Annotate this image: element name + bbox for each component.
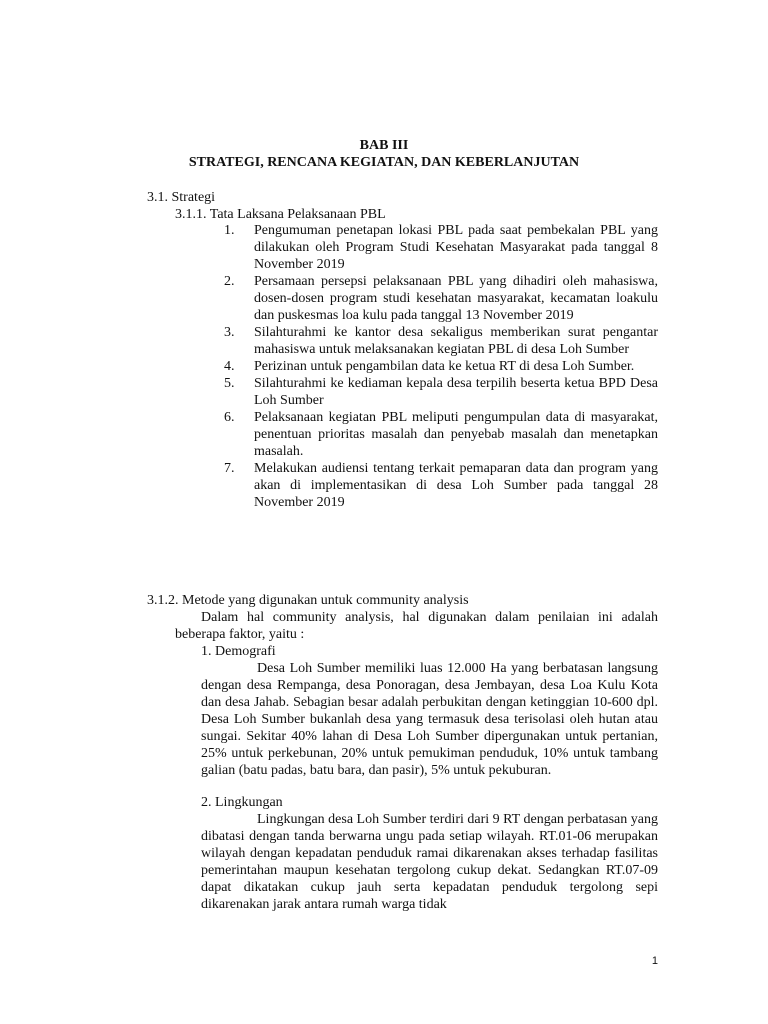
list-item-text: Persamaan persepsi pelaksanaan PBL yang dihadiri oleh mahasiswa, dosen-dosen program studi kesehatan masyarakat, kecamatan loakulu dan puskesmas loa kulu pada tanggal 13 November 2019 xyxy=(254,274,658,323)
section-3-1-2-heading: 3.1.2. Metode yang digunakan untuk community analysis xyxy=(147,593,469,608)
list-item-text: Silahturahmi ke kediaman kepala desa terpilih beserta ketua BPD Desa Loh Sumber xyxy=(254,376,658,408)
list-item-number: 5. xyxy=(224,376,235,391)
demografi-heading: 1. Demografi xyxy=(201,644,276,659)
list-item-text: Pengumuman penetapan lokasi PBL pada saat pembekalan PBL yang dilakukan oleh Program Studi Kesehatan Masyarakat pada tanggal 8 November 2019 xyxy=(254,223,658,272)
section-3-1-heading: 3.1. Strategi xyxy=(147,190,216,205)
list-item-number: 4. xyxy=(224,359,235,374)
demografi-paragraph: Desa Loh Sumber memiliki luas 12.000 Ha yang berbatasan langsung dengan desa Rempanga, desa Ponoragan, desa Jembayan, desa Loa Kulu Kota dan desa Jahab. Sebagian besar adalah perbukitan dengan ketinggian 10-600 dpl. Desa Loh Sumber bukanlah desa yang termasuk desa terisolasi oleh hutan atau sungai. Sekitar 40% lahan di Desa Loh Sumber dipergunakan untuk pertanian, 25% untuk perkebunan, 20% untuk pemukiman penduduk, 10% untuk tambang galian (batu padas, batu bara, dan pasir), 5% untuk pekuburan. xyxy=(201,661,658,778)
list-item-text: Melakukan audiensi tentang terkait pemaparan data dan program yang akan di implementasikan di desa Loh Sumber pada tanggal 28 November 2019 xyxy=(254,461,658,510)
list-item-number: 1. xyxy=(224,223,235,238)
procedure-list xyxy=(224,222,658,511)
list-item-text: Perizinan untuk pengambilan data ke ketua RT di desa Loh Sumber. xyxy=(254,359,635,374)
list-item-number: 6. xyxy=(224,410,235,425)
list-item xyxy=(224,375,658,409)
list-item-number: 7. xyxy=(224,461,235,476)
list-item xyxy=(224,222,658,273)
list-item xyxy=(224,409,658,460)
list-item-text: Silahturahmi ke kantor desa sekaligus memberikan surat pengantar mahasiswa untuk melaksanakan kegiatan PBL di desa Loh Sumber xyxy=(254,325,658,357)
list-item xyxy=(224,358,658,375)
chapter-title: STRATEGI, RENCANA KEGIATAN, DAN KEBERLANJUTAN xyxy=(188,155,580,170)
list-item xyxy=(224,324,658,358)
list-item-number: 3. xyxy=(224,325,235,340)
lingkungan-heading: 2. Lingkungan xyxy=(201,795,283,810)
list-item xyxy=(224,460,658,511)
page-number: 1 xyxy=(651,955,658,967)
chapter-label: BAB III xyxy=(359,138,409,153)
list-item-text: Pelaksanaan kegiatan PBL meliputi pengumpulan data di masyarakat, penentuan prioritas masalah dan penyebab masalah dan menetapkan masalah. xyxy=(254,410,658,459)
community-analysis-intro: Dalam hal community analysis, hal digunakan dalam penilaian ini adalah beberapa faktor, yaitu : xyxy=(175,610,658,642)
list-item xyxy=(224,273,658,324)
lingkungan-paragraph: Lingkungan desa Loh Sumber terdiri dari 9 RT dengan perbatasan yang dibatasi dengan tanda berwarna ungu pada setiap wilayah. RT.01-06 merupakan wilayah dengan kepadatan penduduk ramai dikarenakan akses terhadap fasilitas pemerintahan maupun kesehatan tergolong cukup dekat. Sedangkan RT.07-09 dapat dikatakan cukup jauh serta kepadatan penduduk tergolong sepi dikarenakan jarak antara rumah warga tidak xyxy=(201,812,658,912)
list-item-number: 2. xyxy=(224,274,235,289)
section-3-1-1-heading: 3.1.1. Tata Laksana Pelaksanaan PBL xyxy=(175,207,386,222)
